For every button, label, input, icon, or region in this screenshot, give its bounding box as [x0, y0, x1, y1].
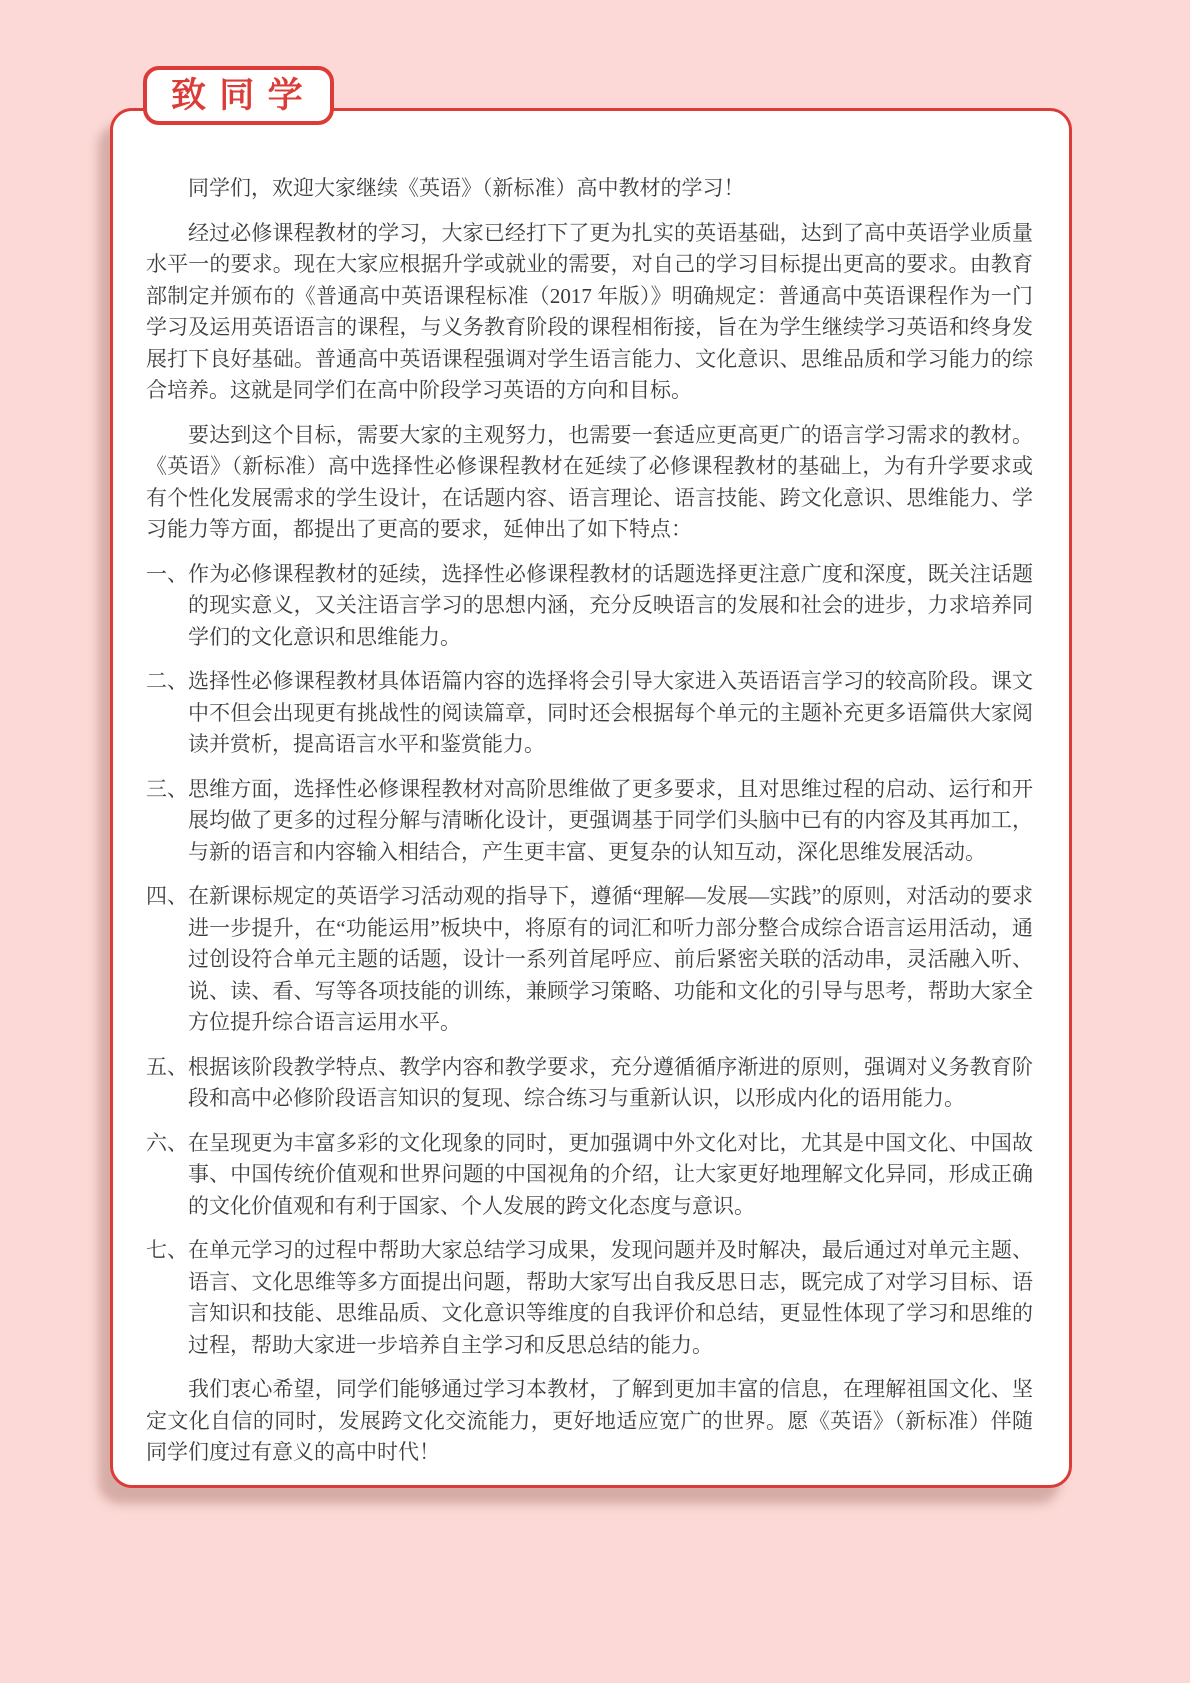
feature-item [146, 774, 1033, 869]
feature-item [146, 559, 1033, 654]
feature-item-marker: 一、 [146, 561, 188, 586]
intro-paragraph: 要达到这个目标，需要大家的主观努力，也需要一套适应更高更广的语言学习需求的教材。《英语》（新标准）高中选择性必修课程教材在延续了必修课程教材的基础上，为有升学要求或有个性化发展需求的学生设计，在话题内容、语言理论、语言技能、跨文化意识、思维能力、学习能力等方面，都提出了更高的要求，延伸出了如下特点： [146, 422, 1033, 541]
feature-item-marker: 四、 [146, 884, 188, 908]
closing-paragraph: 我们衷心希望，同学们能够通过学习本教材，了解到更加丰富的信息，在理解祖国文化、坚定文化自信的同时，发展跨文化交流能力，更好地适应宽广的世界。愿《英语》（新标准）伴随同学们度过有意义的高中时代！ [146, 1377, 1033, 1464]
feature-item [146, 1128, 1033, 1223]
feature-item-text: 在新课标规定的英语学习活动观的指导下，遵循“理解—发展—实践”的原则，对活动的要求进一步提升，在“功能运用”板块中，将原有的词汇和听力部分整合成综合语言运用活动，通过创设符合单元主题的话题，设计一系列首尾呼应、前后紧密关联的活动串，灵活融入听、说、读、看、写等各项技能的训练，兼顾学习策略、功能和文化的引导与思考，帮助大家全方位提升综合语言运用水平。 [188, 884, 1033, 1034]
feature-item-marker: 七、 [146, 1238, 188, 1262]
section-badge [143, 66, 334, 125]
feature-item [146, 666, 1033, 761]
feature-item-text: 在呈现更为丰富多彩的文化现象的同时，更加强调中外文化对比，尤其是中国文化、中国故事、中国传统价值观和世界问题的中国视角的介绍，让大家更好地理解文化异同，形成正确的文化价值观和有利于国家、个人发展的跨文化态度与意识。 [188, 1130, 1033, 1218]
feature-item-marker: 六、 [146, 1130, 188, 1155]
feature-item-marker: 三、 [146, 776, 188, 801]
feature-item-marker: 二、 [146, 669, 188, 693]
intro-paragraph: 经过必修课程教材的学习，大家已经打下了更为扎实的英语基础，达到了高中英语学业质量水平一的要求。现在大家应根据升学或就业的需要，对自己的学习目标提出更高的要求。由教育部制定并颁布的《普通高中英语课程标准（2017 年版）》明确规定：普通高中英语课程作为一门学习及运用英语语言的课程，与义务教育阶段的课程相衔接，旨在为学生继续学习英语和终身发展打下良好基础。普通高中英语课程强调对学生语言能力、文化意识、思维品质和学习能力的综合培养。这就是同学们在高中阶段学习英语的方向和目标。 [146, 220, 1033, 402]
feature-item-text: 根据该阶段教学特点、教学内容和教学要求，充分遵循循序渐进的原则，强调对义务教育阶段和高中必修阶段语言知识的复现、综合练习与重新认识，以形成内化的语用能力。 [188, 1054, 1033, 1110]
feature-item-text: 思维方面，选择性必修课程教材对高阶思维做了更多要求，且对思维过程的启动、运行和开展均做了更多的过程分解与清晰化设计，更强调基于同学们头脑中已有的内容及其再加工，与新的语言和内容输入相结合，产生更丰富、更复杂的认知互动，深化思维发展活动。 [188, 776, 1033, 864]
feature-item [146, 881, 1033, 1039]
feature-item [146, 1235, 1033, 1361]
feature-item-text: 选择性必修课程教材具体语篇内容的选择将会引导大家进入英语语言学习的较高阶段。课文中不但会出现更有挑战性的阅读篇章，同时还会根据每个单元的主题补充更多语篇供大家阅读并赏析，提高语言水平和鉴赏能力。 [188, 669, 1033, 756]
intro-paragraph: 同学们，欢迎大家继续《英语》（新标准）高中教材的学习！ [188, 176, 745, 200]
feature-item-marker: 五、 [146, 1054, 188, 1079]
feature-item-text: 作为必修课程教材的延续，选择性必修课程教材的话题选择更注意广度和深度，既关注话题的现实意义，又关注语言学习的思想内涵，充分反映语言的发展和社会的进步，力求培养同学们的文化意识和思维能力。 [188, 561, 1033, 649]
feature-item-text: 在单元学习的过程中帮助大家总结学习成果，发现问题并及时解决，最后通过对单元主题、语言、文化思维等多方面提出问题，帮助大家写出自我反思日志，既完成了对学习目标、语言知识和技能、思维品质、文化意识等维度的自我评价和总结，更显性体现了学习和思维的过程，帮助大家进一步培养自主学习和反思总结的能力。 [188, 1238, 1033, 1357]
content-card [110, 108, 1072, 1488]
section-badge-label: 致同学 [171, 76, 316, 115]
feature-item [146, 1052, 1033, 1115]
